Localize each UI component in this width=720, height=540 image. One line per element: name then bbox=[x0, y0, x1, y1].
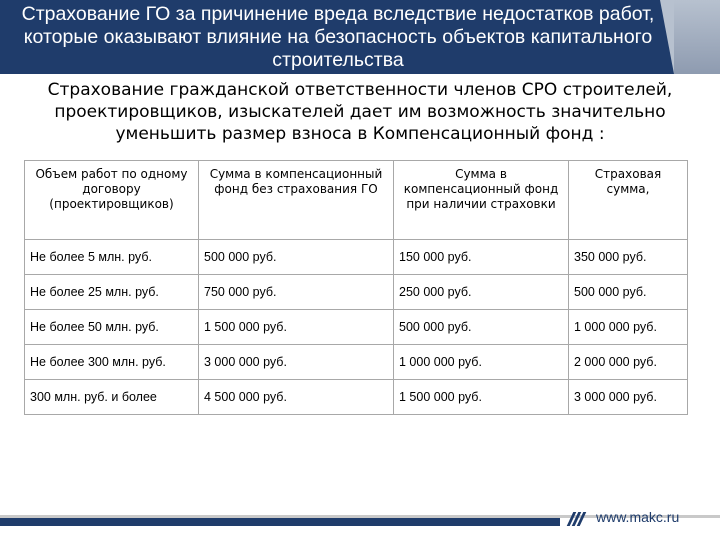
cell-fund-without-insurance: 3 000 000 руб. bbox=[199, 345, 394, 380]
footer-slash-decoration bbox=[570, 512, 583, 530]
table-row bbox=[25, 380, 688, 415]
cell-fund-with-insurance: 1 500 000 руб. bbox=[394, 380, 569, 415]
table-row bbox=[25, 240, 688, 275]
cell-fund-without-insurance: 1 500 000 руб. bbox=[199, 310, 394, 345]
footer-website-link[interactable]: www.makc.ru bbox=[596, 509, 680, 525]
cell-work-volume: Не более 25 млн. руб. bbox=[25, 275, 199, 310]
cell-work-volume: Не более 50 млн. руб. bbox=[25, 310, 199, 345]
cell-insurance-sum: 500 000 руб. bbox=[569, 275, 688, 310]
cell-work-volume: 300 млн. руб. и более bbox=[25, 380, 199, 415]
header-corner-decoration bbox=[674, 0, 720, 74]
slide-title: Страхование ГО за причинение вреда вследствие недостатков работ, которые оказывают влияние на безопасность объектов капитального строительства bbox=[21, 3, 655, 71]
cell-work-volume: Не более 300 млн. руб. bbox=[25, 345, 199, 380]
footer-accent-bar bbox=[0, 518, 560, 526]
fund-table bbox=[24, 160, 688, 415]
cell-insurance-sum: 2 000 000 руб. bbox=[569, 345, 688, 380]
cell-fund-without-insurance: 750 000 руб. bbox=[199, 275, 394, 310]
cell-work-volume: Не более 5 млн. руб. bbox=[25, 240, 199, 275]
table-row bbox=[25, 310, 688, 345]
cell-fund-without-insurance: 500 000 руб. bbox=[199, 240, 394, 275]
cell-fund-with-insurance: 250 000 руб. bbox=[394, 275, 569, 310]
cell-fund-with-insurance: 500 000 руб. bbox=[394, 310, 569, 345]
header-fund-without-insurance: Сумма в компенсационный фонд без страхования ГО bbox=[199, 161, 394, 240]
header-insurance-sum: Страховая сумма, bbox=[569, 161, 688, 240]
header-bar bbox=[0, 0, 720, 74]
table-row bbox=[25, 275, 688, 310]
table-header-row bbox=[25, 161, 688, 240]
cell-fund-with-insurance: 150 000 руб. bbox=[394, 240, 569, 275]
cell-insurance-sum: 1 000 000 руб. bbox=[569, 310, 688, 345]
table-row bbox=[25, 345, 688, 380]
header-fund-with-insurance: Сумма в компенсационный фонд при наличии страховки bbox=[394, 161, 569, 240]
header-work-volume: Объем работ по одному договору (проектировщиков) bbox=[25, 161, 199, 240]
cell-insurance-sum: 350 000 руб. bbox=[569, 240, 688, 275]
cell-insurance-sum: 3 000 000 руб. bbox=[569, 380, 688, 415]
cell-fund-with-insurance: 1 000 000 руб. bbox=[394, 345, 569, 380]
cell-fund-without-insurance: 4 500 000 руб. bbox=[199, 380, 394, 415]
slide-subtitle: Страхование гражданской ответственности членов СРО строителей, проектировщиков, изыскателей дает им возможность значительно уменьшить размер взноса в Компенсационный фонд : bbox=[47, 80, 673, 144]
